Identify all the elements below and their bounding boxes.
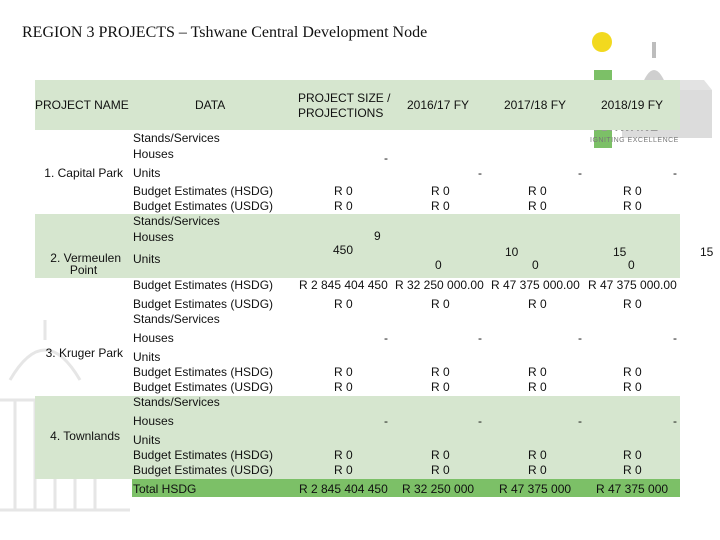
p1-fy3-hsdg: R 0	[623, 184, 642, 198]
p4-fy3-hsdg: R 0	[623, 448, 642, 462]
total-size: R 2 845 404 450	[299, 482, 388, 496]
p1-fy2-units: -	[578, 166, 582, 180]
project-name-2-line1: 2. Vermeulen	[50, 251, 121, 265]
p2-fy2-houses: 10	[505, 245, 519, 259]
p1-size-usdg: R 0	[334, 199, 353, 213]
p4-label-usdg: Budget Estimates (USDG)	[133, 463, 274, 477]
total-fy3: R 47 375 000	[596, 482, 669, 496]
header-fy3: 2018/19 FY	[601, 98, 664, 112]
p1-fy1-usdg: R 0	[431, 199, 450, 213]
p4-label-hsdg: Budget Estimates (HSDG)	[133, 448, 274, 462]
p2-fy2-hsdg: R 47 375 000.00	[491, 278, 580, 292]
p4-fy2-usdg: R 0	[528, 463, 547, 477]
page-title: REGION 3 PROJECTS – Tshwane Central Development Node	[22, 24, 428, 41]
p4-fy3-houses: -	[673, 414, 677, 428]
p4-label-houses: Houses	[133, 414, 174, 428]
total-fy2: R 47 375 000	[499, 482, 572, 496]
p3-label-units: Units	[133, 350, 161, 364]
project-name-3: 3. Kruger Park	[45, 346, 123, 360]
p3-label-usdg: Budget Estimates (USDG)	[133, 380, 274, 394]
p1-fy2-usdg: R 0	[528, 199, 547, 213]
p2-fy1-units: 0	[435, 258, 442, 272]
header-size-line2: PROJECTIONS	[298, 106, 384, 120]
header-project-name: PROJECT NAME	[35, 98, 129, 112]
p2-size-hsdg: R 2 845 404 450	[299, 278, 388, 292]
p3-label-hsdg: Budget Estimates (HSDG)	[133, 365, 274, 379]
p3-size-usdg: R 0	[334, 380, 353, 394]
header-data: DATA	[195, 98, 226, 112]
p1-fy3-usdg: R 0	[623, 199, 642, 213]
p4-fy2-houses: -	[578, 414, 582, 428]
p1-fy2-hsdg: R 0	[528, 184, 547, 198]
p3-fy2-hsdg: R 0	[528, 365, 547, 379]
p2-fy3-units: 0	[628, 258, 635, 272]
header-fy2: 2017/18 FY	[504, 98, 567, 112]
p4-fy1-hsdg: R 0	[431, 448, 450, 462]
p4-fy3-usdg: R 0	[623, 463, 642, 477]
p1-size-houses: -	[384, 151, 388, 165]
header-size-line1: PROJECT SIZE /	[298, 91, 391, 105]
project-name-2-line2: Point	[69, 263, 98, 277]
header-cell-size	[292, 80, 389, 130]
p1-label-units: Units	[133, 166, 161, 180]
p1-label-hsdg: Budget Estimates (HSDG)	[133, 184, 274, 198]
total-fy1: R 32 250 000	[402, 482, 475, 496]
p2-label-usdg: Budget Estimates (USDG)	[133, 297, 274, 311]
p4-label-units: Units	[133, 433, 161, 447]
p3-fy3-houses: -	[673, 331, 677, 345]
p1-label-usdg: Budget Estimates (USDG)	[133, 199, 274, 213]
p3-fy2-houses: -	[578, 331, 582, 345]
p3-fy1-houses: -	[478, 331, 482, 345]
p3-size-houses: -	[384, 331, 388, 345]
p1-label-houses: Houses	[133, 147, 174, 161]
p2-fy3-usdg: R 0	[623, 297, 642, 311]
project-name-4: 4. Townlands	[50, 429, 120, 443]
p2-size-units: 450	[333, 243, 354, 257]
p2-label-stands: Stands/Services	[133, 214, 220, 228]
p3-size-hsdg: R 0	[334, 365, 353, 379]
p2-fy2-units: 0	[532, 258, 539, 272]
p4-fy1-houses: -	[478, 414, 482, 428]
p1-label-stands: Stands/Services	[133, 131, 220, 145]
p2-fy2-usdg: R 0	[528, 297, 547, 311]
p2-fy3-houses: 15	[613, 245, 627, 259]
p4-label-stands: Stands/Services	[133, 395, 220, 409]
p2-label-houses: Houses	[133, 230, 174, 244]
p1-fy1-hsdg: R 0	[431, 184, 450, 198]
p2-size-houses: 9	[374, 229, 381, 243]
p3-label-houses: Houses	[133, 331, 174, 345]
header-fy1: 2016/17 FY	[407, 98, 470, 112]
project-name-1: 1. Capital Park	[44, 166, 123, 180]
p3-label-stands: Stands/Services	[133, 312, 220, 326]
p3-fy3-hsdg: R 0	[623, 365, 642, 379]
p2-label-units: Units	[133, 252, 161, 266]
p2-fy1-usdg: R 0	[431, 297, 450, 311]
p4-size-hsdg: R 0	[334, 448, 353, 462]
p2-extra-value: 15	[700, 245, 714, 259]
p3-fy1-hsdg: R 0	[431, 365, 450, 379]
p2-label-hsdg: Budget Estimates (HSDG)	[133, 278, 274, 292]
p3-fy2-usdg: R 0	[528, 380, 547, 394]
p2-fy1-hsdg: R 32 250 000.00	[395, 278, 484, 292]
p1-size-hsdg: R 0	[334, 184, 353, 198]
p3-fy1-usdg: R 0	[431, 380, 450, 394]
p1-fy3-units: -	[673, 166, 677, 180]
p2-fy3-hsdg: R 47 375 000.00	[588, 278, 677, 292]
p1-fy1-units: -	[478, 166, 482, 180]
p3-fy3-usdg: R 0	[623, 380, 642, 394]
logo-tagline: IGNITING EXCELLENCE	[590, 137, 679, 144]
p4-fy2-hsdg: R 0	[528, 448, 547, 462]
p4-size-houses: -	[384, 414, 388, 428]
p2-size-usdg: R 0	[334, 297, 353, 311]
p4-fy1-usdg: R 0	[431, 463, 450, 477]
p4-size-usdg: R 0	[334, 463, 353, 477]
total-label: Total HSDG	[133, 482, 197, 496]
